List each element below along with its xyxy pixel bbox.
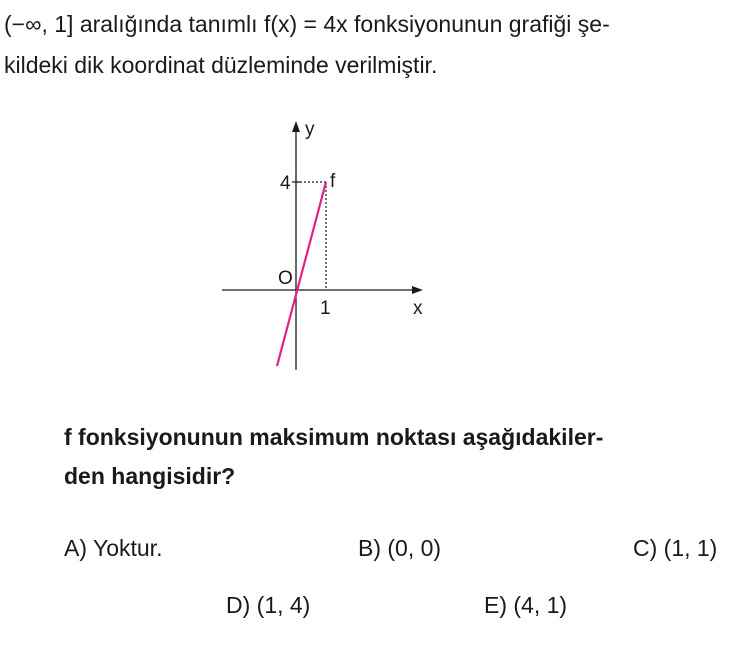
x-axis-arrow [412,286,423,294]
option-a[interactable]: A) Yoktur. [64,535,163,561]
problem-line-1: (−∞, 1] aralığında tanımlı f(x) = 4x fonksiyonunun grafiği şe- [4,11,610,37]
x-tick-label: 1 [320,298,331,319]
option-e[interactable]: E) (4, 1) [484,592,568,618]
function-label: f [330,171,336,192]
question-line-2: den hangisidir? [64,463,236,489]
problem-line-2: kildeki dik koordinat düzleminde verilmiştir. [4,52,438,78]
y-tick-label: 4 [280,173,291,194]
question-text [64,418,734,496]
option-c[interactable]: C) (1, 1) [633,535,718,561]
option-b[interactable]: B) (0, 0) [358,535,442,561]
origin-label: O [278,268,293,289]
question-line-1: f fonksiyonunun maksimum noktası aşağıdakiler- [64,424,604,450]
y-axis-label: y [305,119,315,140]
option-d[interactable]: D) (1, 4) [226,592,311,618]
y-axis-arrow [292,121,300,132]
x-axis-label: x [413,298,423,319]
